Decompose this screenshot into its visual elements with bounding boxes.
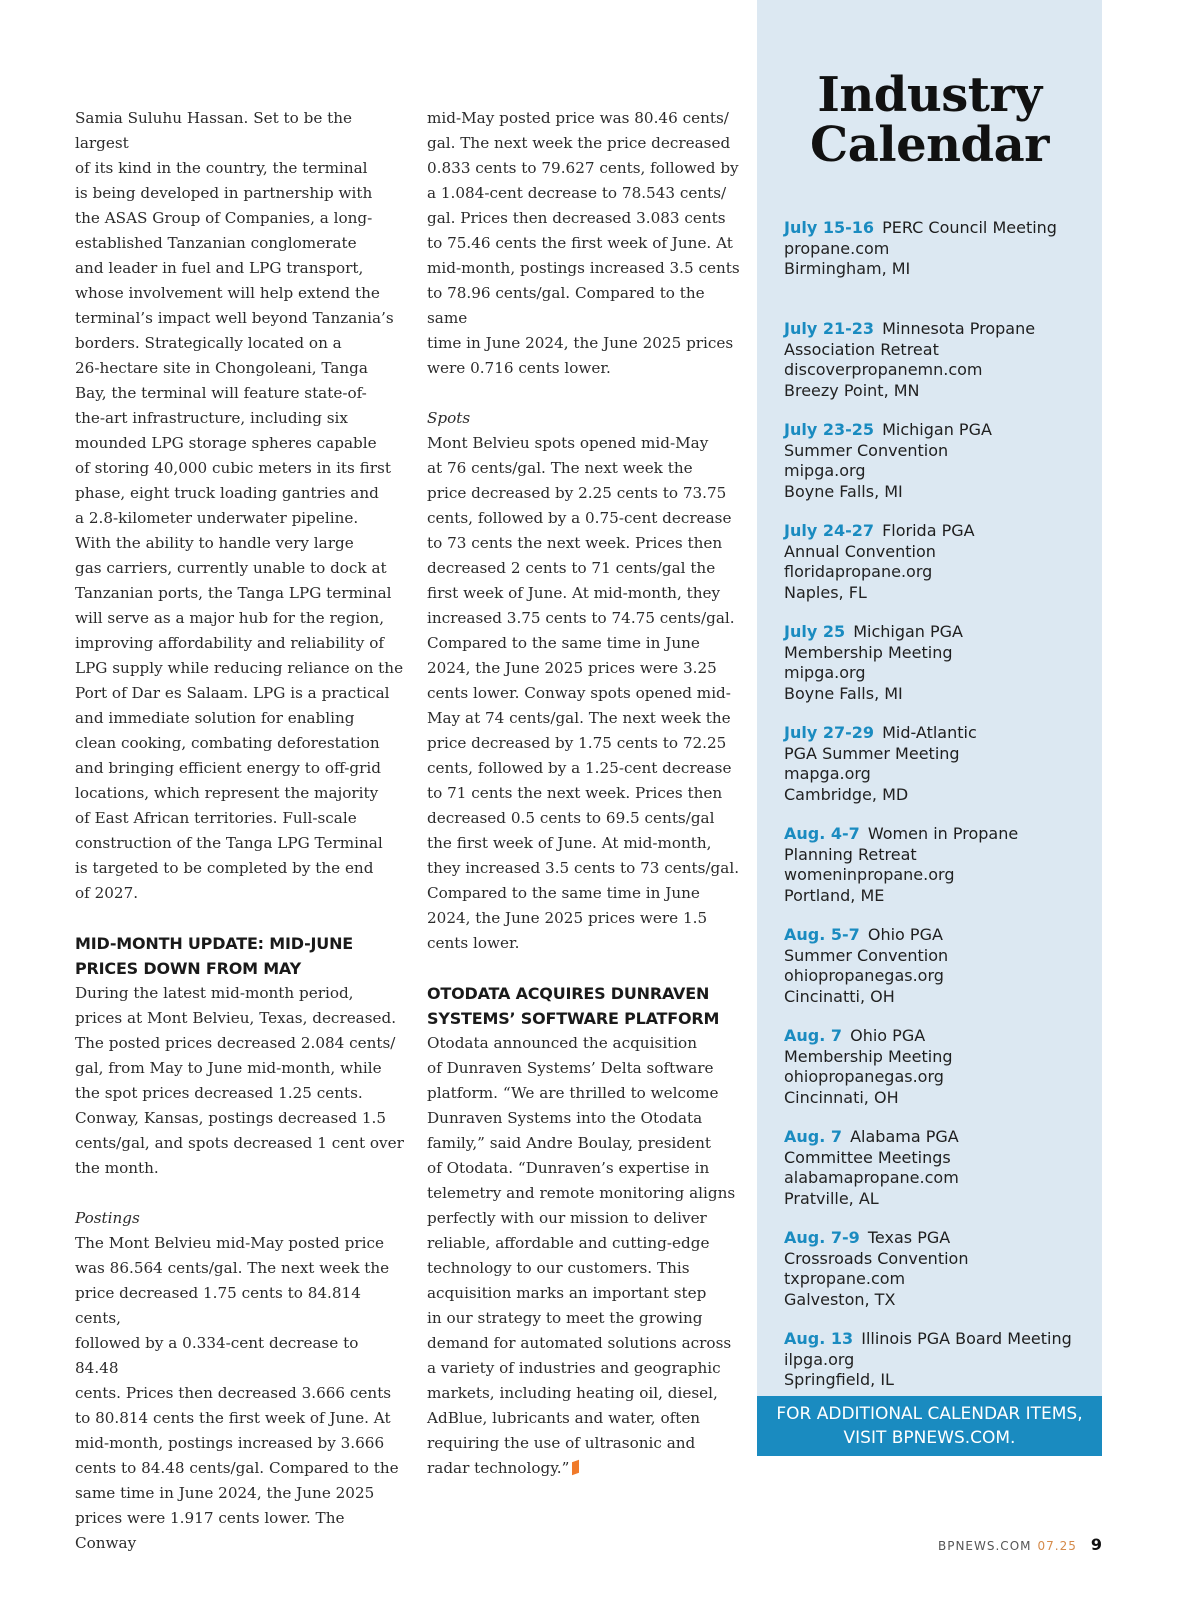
text-line: decreased 2 cents to 71 cents/gal the: [427, 559, 716, 577]
event-name: Mid-Atlantic: [882, 723, 977, 742]
event-date: Aug. 5-7: [784, 925, 860, 944]
article-column-right: [427, 106, 742, 1481]
text-line: construction of the Tanga LPG Terminal: [75, 834, 383, 852]
event-name-continued: Committee Meetings: [784, 1147, 951, 1167]
text-line: requiring the use of ultrasonic and: [427, 1434, 696, 1452]
calendar-title-line-2: Calendar: [810, 117, 1049, 173]
event-date: Aug. 7: [784, 1127, 843, 1146]
event-title-line: [784, 1329, 1094, 1350]
postings-paragraph: [75, 1231, 405, 1556]
text-line: first week of June. At mid-month, they: [427, 584, 721, 602]
event-title-line: [784, 622, 1094, 643]
text-line: SYSTEMS’ SOFTWARE PLATFORM: [427, 1009, 720, 1028]
text-line: During the latest mid-month period,: [75, 984, 354, 1002]
event-date: Aug. 13: [784, 1329, 854, 1348]
industry-calendar-sidebar: [757, 0, 1102, 1456]
event-date: Aug. 7-9: [784, 1228, 860, 1247]
article-end-mark-icon: [572, 1460, 579, 1476]
text-line: platform. “We are thrilled to welcome: [427, 1084, 719, 1102]
text-line: to 75.46 cents the first week of June. At: [427, 234, 733, 252]
text-line: the first week of June. At mid-month,: [427, 834, 712, 852]
event-name: Illinois PGA Board Meeting: [861, 1329, 1072, 1348]
text-line: Conway, Kansas, postings decreased 1.5: [75, 1109, 387, 1127]
calendar-event: [784, 521, 1094, 622]
calendar-event: [784, 622, 1094, 723]
event-location: Naples, FL: [784, 582, 867, 602]
text-line: mid-month, postings increased 3.5 cents: [427, 259, 740, 277]
text-line: were 0.716 cents lower.: [427, 359, 611, 377]
text-line: followed by a 0.334-cent decrease to 84.48: [75, 1334, 359, 1377]
text-line: at 76 cents/gal. The next week the: [427, 459, 693, 477]
mid-month-heading: [75, 931, 405, 981]
text-line: to 78.96 cents/gal. Compared to the same: [427, 284, 705, 327]
text-line: Samia Suluhu Hassan. Set to be the largest: [75, 109, 353, 152]
text-line: will serve as a major hub for the region,: [75, 609, 385, 627]
spots-subheading: Spots: [427, 409, 471, 427]
event-title-line: [784, 420, 1094, 441]
event-name-continued: Membership Meeting: [784, 1046, 953, 1066]
text-line: Otodata announced the acquisition: [427, 1034, 697, 1052]
calendar-event: [784, 1228, 1094, 1329]
calendar-event: [784, 420, 1094, 521]
calendar-event: [784, 824, 1094, 925]
event-title-line: [784, 1127, 1094, 1148]
event-location: Cincinnati, OH: [784, 1087, 899, 1107]
text-line: a 2.8-kilometer underwater pipeline.: [75, 509, 359, 527]
text-line: phase, eight truck loading gantries and: [75, 484, 379, 502]
page-footer: [938, 1535, 1102, 1554]
event-date: July 21-23: [784, 319, 874, 338]
text-line: of its kind in the country, the terminal: [75, 159, 368, 177]
text-line: they increased 3.5 cents to 73 cents/gal.: [427, 859, 740, 877]
event-website-link[interactable]: womeninpropane.org: [784, 865, 955, 884]
text-line: increased 3.75 cents to 74.75 cents/gal.: [427, 609, 735, 627]
spots-paragraph: [427, 431, 742, 956]
text-line: terminal’s impact well beyond Tanzania’s: [75, 309, 394, 327]
event-date: Aug. 7: [784, 1026, 843, 1045]
text-line: the-art infrastructure, including six: [75, 409, 348, 427]
text-line: the ASAS Group of Companies, a long-: [75, 209, 373, 227]
event-website-link[interactable]: mapga.org: [784, 764, 871, 783]
text-line: improving affordability and reliability of: [75, 634, 384, 652]
text-line: a 1.084-cent decrease to 78.543 cents/: [427, 184, 727, 202]
text-line: whose involvement will help extend the: [75, 284, 380, 302]
text-line: technology to our customers. This: [427, 1259, 690, 1277]
text-line: and bringing efficient energy to off-grid: [75, 759, 381, 777]
event-name: PERC Council Meeting: [882, 218, 1057, 237]
text-line: Port of Dar es Salaam. LPG is a practical: [75, 684, 390, 702]
event-title-line: [784, 925, 1094, 946]
event-date: July 25: [784, 622, 846, 641]
event-location: Boyne Falls, MI: [784, 683, 903, 703]
text-line: gal. The next week the price decreased: [427, 134, 731, 152]
text-line: to 73 cents the next week. Prices then: [427, 534, 723, 552]
event-title-line: [784, 824, 1094, 845]
text-line: cents, followed by a 1.25-cent decrease: [427, 759, 732, 777]
event-title-line: [784, 1228, 1094, 1249]
postings-subheading: Postings: [75, 1209, 140, 1227]
calendar-event-list: [784, 218, 1094, 1430]
text-line: a variety of industries and geographic: [427, 1359, 721, 1377]
text-line: The posted prices decreased 2.084 cents/: [75, 1034, 396, 1052]
event-location: Pratville, AL: [784, 1188, 879, 1208]
event-website-link[interactable]: propane.com: [784, 238, 890, 258]
event-website-link[interactable]: ilpga.org: [784, 1349, 855, 1369]
footer-issue: 07.25: [1037, 1539, 1077, 1553]
text-line: Tanzanian ports, the Tanga LPG terminal: [75, 584, 392, 602]
event-location: Galveston, TX: [784, 1289, 896, 1309]
text-line: of Dunraven Systems’ Delta software: [427, 1059, 714, 1077]
text-line: borders. Strategically located on a: [75, 334, 342, 352]
event-location: Cincinatti, OH: [784, 986, 895, 1006]
text-line: in our strategy to meet the growing: [427, 1309, 703, 1327]
text-line: the spot prices decreased 1.25 cents.: [75, 1084, 363, 1102]
event-name-continued: PGA Summer Meeting: [784, 743, 960, 763]
text-line: Dunraven Systems into the Otodata: [427, 1109, 703, 1127]
calendar-footer-banner[interactable]: [757, 1396, 1102, 1456]
text-line: of 2027.: [75, 884, 139, 902]
calendar-event: [784, 925, 1094, 1026]
text-line: prices at Mont Belvieu, Texas, decreased.: [75, 1009, 397, 1027]
event-location: Birmingham, MI: [784, 259, 911, 278]
event-location: Springfield, IL: [784, 1370, 894, 1389]
event-name-continued: Summer Convention: [784, 945, 949, 965]
text-line: price decreased 1.75 cents to 84.814 cents,: [75, 1284, 361, 1327]
text-line: and leader in fuel and LPG transport,: [75, 259, 364, 277]
event-title-line: [784, 723, 1094, 744]
text-line: cents to 84.48 cents/gal. Compared to the: [75, 1459, 399, 1477]
text-line: reliable, affordable and cutting-edge: [427, 1234, 710, 1252]
event-name: Texas PGA: [867, 1228, 951, 1247]
event-location: Boyne Falls, MI: [784, 481, 903, 501]
calendar-title-line-1: Industry: [817, 67, 1042, 123]
event-title-line: [784, 1026, 1094, 1047]
text-line: gal, from May to June mid-month, while: [75, 1059, 382, 1077]
text-line: of Otodata. “Dunraven’s expertise in: [427, 1159, 710, 1177]
footer-site[interactable]: BPNEWS.COM: [937, 1539, 1032, 1553]
postings-continued-paragraph: [427, 106, 742, 381]
event-website-link[interactable]: ohiopropanegas.org: [784, 966, 944, 985]
text-line: gas carriers, currently unable to dock at: [75, 559, 387, 577]
text-line: AdBlue, lubricants and water, often: [427, 1409, 701, 1427]
text-line: price decreased by 2.25 cents to 73.75: [427, 484, 727, 502]
text-line: PRICES DOWN FROM MAY: [75, 959, 301, 978]
text-line: telemetry and remote monitoring aligns: [427, 1184, 736, 1202]
text-line: cents lower.: [427, 934, 520, 952]
text-line: cents/gal, and spots decreased 1 cent over: [75, 1134, 404, 1152]
event-location: Breezy Point, MN: [784, 380, 920, 400]
text-line: Bay, the terminal will feature state-of-: [75, 384, 367, 402]
text-line: of East African territories. Full-scale: [75, 809, 357, 827]
text-line: was 86.564 cents/gal. The next week the: [75, 1259, 390, 1277]
text-line: gal. Prices then decreased 3.083 cents: [427, 209, 726, 227]
text-line: Compared to the same time in June: [427, 884, 700, 902]
text-line: is being developed in partnership with: [75, 184, 373, 202]
event-website-link[interactable]: discoverpropanemn.com: [784, 360, 983, 379]
event-date: Aug. 4-7: [784, 824, 860, 843]
event-name-continued: Summer Convention: [784, 440, 949, 460]
text-line: 0.833 cents to 79.627 cents, followed by: [427, 159, 739, 177]
event-website-link[interactable]: mipga.org: [784, 461, 866, 480]
calendar-event: [784, 218, 1094, 319]
event-name-continued: Membership Meeting: [784, 642, 953, 662]
text-line: mid-month, postings increased by 3.666: [75, 1434, 385, 1452]
event-date: July 15-16: [784, 218, 874, 237]
event-name: Michigan PGA: [882, 420, 992, 439]
event-name: Alabama PGA: [850, 1127, 959, 1146]
text-line: acquisition marks an important step: [427, 1284, 707, 1302]
event-date: July 27-29: [784, 723, 874, 742]
text-line: prices were 1.917 cents lower. The Conway: [75, 1509, 345, 1552]
calendar-footer-line-1: FOR ADDITIONAL CALENDAR ITEMS,: [776, 1404, 1083, 1424]
calendar-event: [784, 1026, 1094, 1127]
event-name: Ohio PGA: [850, 1026, 926, 1045]
calendar-title: [757, 67, 1102, 173]
text-line: to 71 cents the next week. Prices then: [427, 784, 723, 802]
text-line: MID-MONTH UPDATE: MID-JUNE: [75, 934, 353, 953]
event-name-continued: Annual Convention: [784, 541, 936, 561]
text-line: mid-May posted price was 80.46 cents/: [427, 109, 729, 127]
text-line: mounded LPG storage spheres capable: [75, 434, 377, 452]
event-name-continued: Planning Retreat: [784, 844, 917, 864]
calendar-footer-line-2[interactable]: VISIT BPNEWS.COM.: [843, 1428, 1016, 1448]
text-line: family,” said Andre Boulay, president: [427, 1134, 712, 1152]
event-website-link[interactable]: floridapropane.org: [784, 562, 933, 581]
page-number: 9: [1090, 1535, 1102, 1554]
text-line: cents lower. Conway spots opened mid-: [427, 684, 731, 702]
text-line: The Mont Belvieu mid-May posted price: [75, 1234, 384, 1252]
event-location: Cambridge, MD: [784, 784, 909, 804]
event-name: Ohio PGA: [867, 925, 943, 944]
text-line: 26-hectare site in Chongoleani, Tanga: [75, 359, 368, 377]
text-line: cents. Prices then decreased 3.666 cents: [75, 1384, 392, 1402]
text-line: price decreased by 1.75 cents to 72.25: [427, 734, 727, 752]
text-line: locations, which represent the majority: [75, 784, 379, 802]
event-date: July 23-25: [784, 420, 874, 439]
text-line: radar technology.”: [427, 1456, 742, 1481]
otodata-paragraph: [427, 1031, 742, 1481]
event-website-link[interactable]: mipga.org: [784, 663, 866, 682]
article-column-left: [75, 106, 405, 1556]
event-name-continued: Crossroads Convention: [784, 1248, 969, 1268]
text-line: Compared to the same time in June: [427, 634, 700, 652]
text-line: LPG supply while reducing reliance on the: [75, 659, 404, 677]
update-paragraph: [75, 981, 405, 1181]
event-name: Minnesota Propane: [882, 319, 1036, 338]
text-line: of storing 40,000 cubic meters in its first: [75, 459, 391, 477]
text-line: established Tanzanian conglomerate: [75, 234, 357, 252]
text-line: to 80.814 cents the first week of June. At: [75, 1409, 391, 1427]
event-name: Women in Propane: [867, 824, 1019, 843]
event-location: Portland, ME: [784, 885, 885, 905]
event-title-line: [784, 521, 1094, 542]
otodata-heading: [427, 981, 742, 1031]
text-line: 2024, the June 2025 prices were 1.5: [427, 909, 708, 927]
text-line: perfectly with our mission to deliver: [427, 1209, 707, 1227]
event-title-line: [784, 319, 1094, 340]
text-line: same time in June 2024, the June 2025: [75, 1484, 375, 1502]
event-date: July 24-27: [784, 521, 874, 540]
text-line: demand for automated solutions across: [427, 1334, 732, 1352]
event-title-line: [784, 218, 1094, 239]
event-name: Michigan PGA: [853, 622, 963, 641]
text-line: With the ability to handle very large: [75, 534, 354, 552]
text-line: Mont Belvieu spots opened mid-May: [427, 434, 709, 452]
text-line: cents, followed by a 0.75-cent decrease: [427, 509, 732, 527]
event-name: Florida PGA: [882, 521, 975, 540]
text-line: time in June 2024, the June 2025 prices: [427, 334, 734, 352]
calendar-event: [784, 723, 1094, 824]
text-line: clean cooking, combating deforestation: [75, 734, 380, 752]
event-name-continued: Association Retreat: [784, 339, 939, 359]
text-line: OTODATA ACQUIRES DUNRAVEN: [427, 984, 710, 1003]
text-line: decreased 0.5 cents to 69.5 cents/gal: [427, 809, 715, 827]
text-line: markets, including heating oil, diesel,: [427, 1384, 718, 1402]
intro-paragraph: [75, 106, 405, 906]
text-line: the month.: [75, 1159, 159, 1177]
text-line: May at 74 cents/gal. The next week the: [427, 709, 731, 727]
event-website-link[interactable]: alabamapropane.com: [784, 1168, 959, 1187]
event-website-link[interactable]: txpropane.com: [784, 1269, 906, 1288]
text-line: 2024, the June 2025 prices were 3.25: [427, 659, 717, 677]
calendar-event: [784, 1127, 1094, 1228]
text-line: and immediate solution for enabling: [75, 709, 355, 727]
text-line: is targeted to be completed by the end: [75, 859, 374, 877]
calendar-event: [784, 319, 1094, 420]
event-website-link[interactable]: ohiopropanegas.org: [784, 1067, 944, 1086]
